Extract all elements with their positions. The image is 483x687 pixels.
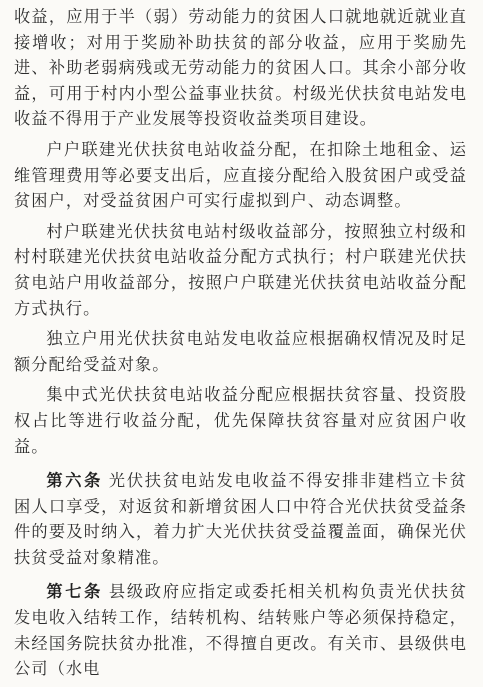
paragraph-income-use: 收益，应用于半（弱）劳动能力的贫困人口就地就近就业直接增收；对用于奖励补助扶贫的部分收益，应用于奖励先进、补助老弱病残或无劳动能力的贫困人口。其余小部分收益，可用于村内小型公益事业扶贫。村级光伏扶贫电站发电收益不得用于产业发展等投资收益类项目建设。	[14, 7, 467, 129]
article-seven-label: 第七条	[46, 582, 103, 602]
article-six-text: 光伏扶贫电站发电收益不得安排非建档立卡贫困人口享受，对返贫和新增贫困人口中符合光伏扶贫受益条件的要及时纳入，着力扩大光伏扶贫受益覆盖面，确保光伏扶贫受益对象精准。	[14, 471, 468, 567]
paragraph-household-joint-distribution: 户户联建光伏扶贫电站收益分配，在扣除土地租金、运维管理费用等必要支出后，应直接分配给入股贫困户或受益贫困户，对受益贫困户可实行虚拟到户、动态调整。	[14, 139, 467, 211]
article-six	[14, 468, 467, 570]
paragraph-village-household-joint: 村户联建光伏扶贫电站村级收益部分，按照独立村级和村村联建光伏扶贫电站收益分配方式执行；村户联建光伏扶贫电站户用收益部分，按照户户联建光伏扶贫电站收益分配方式执行。	[14, 221, 467, 318]
article-seven-text: 县级政府应指定或委托相关机构负责光伏扶贫发电收入结转工作，结转机构、结转账户等必须保持稳定，未经国务院扶贫办批准，不得擅自更改。有关市、县级供电公司（水电	[14, 582, 468, 679]
paragraph-centralized-station: 集中式光伏扶贫电站收益分配应根据扶贫容量、投资股权占比等进行收益分配，优先保障扶贫容量对应贫困户收益。	[14, 385, 467, 456]
paragraph-independent-household: 独立户用光伏扶贫电站发电收益应根据确权情况及时足额分配给受益对象。	[14, 329, 467, 374]
article-seven	[14, 579, 467, 681]
article-six-label: 第六条	[46, 471, 103, 491]
